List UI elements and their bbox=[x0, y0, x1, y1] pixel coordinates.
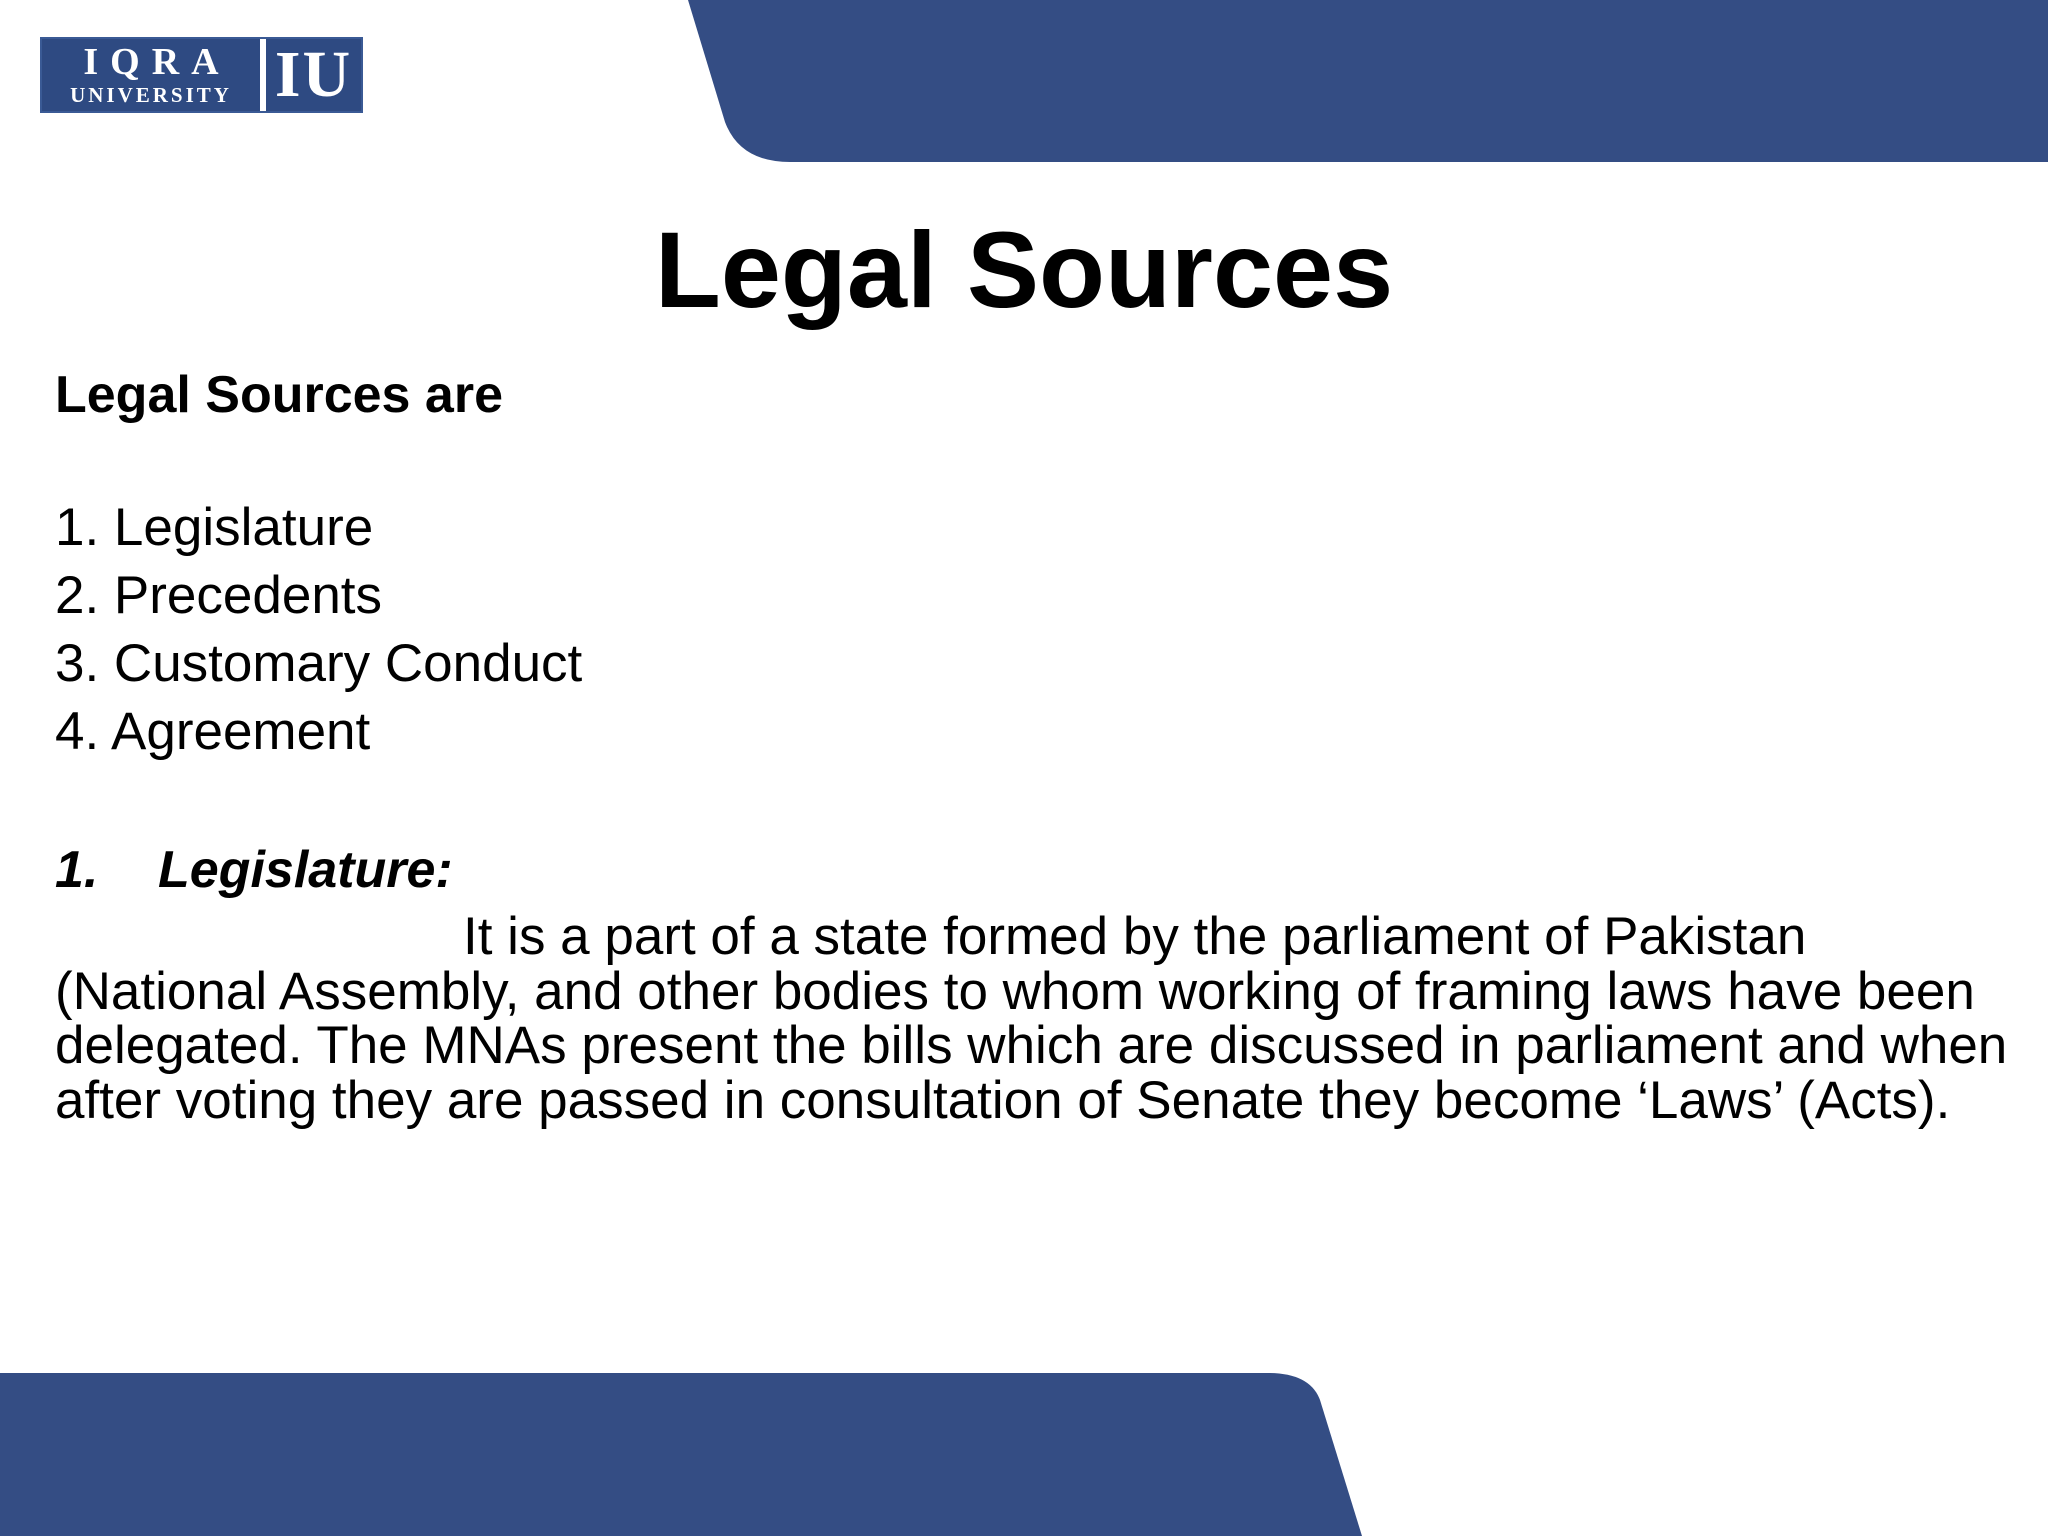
list-item: 2. Precedents bbox=[55, 566, 383, 625]
section-heading bbox=[55, 838, 453, 902]
logo-sub: UNIVERSITY bbox=[70, 83, 232, 107]
sources-list bbox=[55, 494, 582, 766]
logo-mark: IU bbox=[274, 38, 353, 111]
slide-title bbox=[0, 205, 2048, 335]
logo-monogram bbox=[266, 39, 361, 111]
list-item: 1. Legislature bbox=[55, 498, 374, 557]
list-item: 4. Agreement bbox=[55, 702, 371, 761]
list-item: 3. Customary Conduct bbox=[55, 634, 583, 693]
logo-wordmark bbox=[42, 39, 260, 111]
bottom-band bbox=[0, 1373, 1362, 1536]
university-logo bbox=[40, 37, 363, 113]
section-number: 1. bbox=[55, 841, 99, 899]
top-band bbox=[688, 0, 2048, 162]
section-heading-text: Legislature: bbox=[158, 841, 453, 899]
intro-text: Legal Sources are bbox=[55, 366, 503, 424]
slide-title-text: Legal Sources bbox=[654, 209, 1394, 330]
section-body: It is a part of a state formed by the parliament of Pakistan (National Assembly, and other bodies to whom working of framing laws have been delegated. The MNAs present the bills which are discussed in parliament and when after voting they are passed in consultation of Senate they become ‘Laws’ (Acts). bbox=[55, 907, 2008, 1130]
logo-word: IQRA bbox=[83, 41, 231, 83]
